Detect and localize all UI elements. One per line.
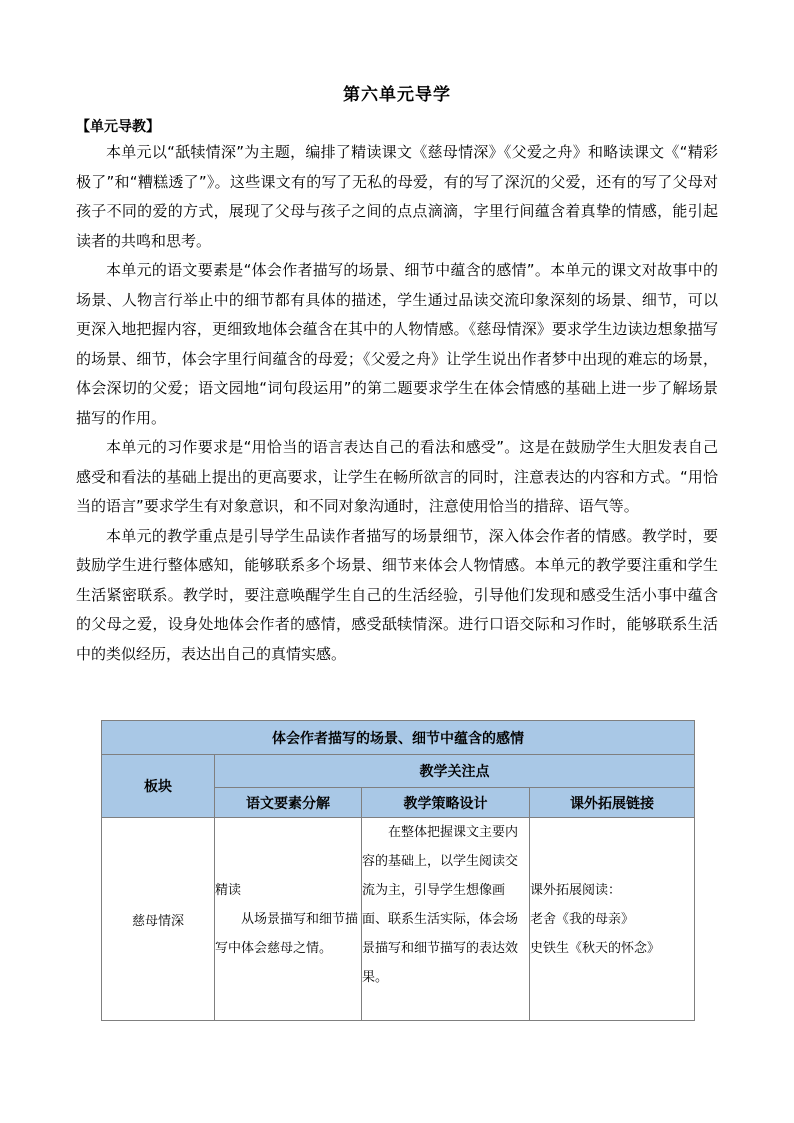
intro-paragraph-1: 本单元以“舐犊情深”为主题，编排了精读课文《慈母情深》《父爱之舟》和略读课文《“精彩极了”和“糟糕透了”》。这些课文有的写了无私的母爱，有的写了深沉的父爱，还有的写了父母对孩子不同的爱的方式，展现了父母与孩子之间的点点滴滴，字里行间蕴含着真挚的情感，能引起读者的共鸣和思考。 — [76, 143, 718, 250]
table-row — [102, 818, 695, 1021]
elements-text: 从场景描写和细节描写中体会慈母之情。 — [215, 911, 359, 956]
extension-book-1: 老舍《我的母亲》 — [530, 911, 635, 927]
intro-paragraph-4: 本单元的教学重点是引导学生品读作者描写的场景细节，深入体会作者的情感。教学时，要鼓励学生进行整体感知，能够联系多个场景、细节来体会人物情感。本单元的教学要注重和学生生活紧密联系。教学时，要注意唤醒学生自己的生活经验，引导他们发现和感受生活小事中蕴含的父母之爱，设身处地体会作者的感情，感受舐犊情深。进行口语交际和习作时，能够联系生活中的类似经历，表达出自己的真情实感。 — [76, 526, 718, 663]
extension-cell — [530, 818, 695, 1021]
extension-label: 课外拓展阅读： — [530, 882, 622, 898]
intro-paragraph-3: 本单元的习作要求是“用恰当的语言表达自己的看法和感受”。这是在鼓励学生大胆发表自己感受和看法的基础上提出的更高要求，让学生在畅所欲言的同时，注意表达的内容和方式。“用恰当的语言”要求学生有对象意识，和不同对象沟通时，注意使用恰当的措辞、语气等。 — [76, 438, 718, 515]
elements-cell — [215, 818, 362, 1021]
column-header-extension: 课外拓展链接 — [530, 788, 695, 818]
block-cell: 慈母情深 — [102, 818, 215, 1021]
extension-book-2: 史铁生《秋天的怀念》 — [530, 940, 661, 956]
intro-paragraph-2: 本单元的语文要素是“体会作者描写的场景、细节中蕴含的感情”。本单元的课文对故事中的场景、人物言行举止中的细节都有具体的描述，学生通过品读交流印象深刻的场景、细节，可以更深入地把握内容，更细致地体会蕴含在其中的人物情感。《慈母情深》要求学生边读边想象描写的场景、细节，体会字里行间蕴含的母爱；《父爱之舟》让学生说出作者梦中出现的难忘的场景，体会深切的父爱；语文园地“词句段运用”的第二题要求学生在体会情感的基础上进一步了解场景描写的作用。 — [76, 261, 718, 427]
section-heading: 【单元导教】 — [76, 119, 160, 135]
column-header-strategy: 教学策略设计 — [362, 788, 530, 818]
page-title: 第六单元导学 — [343, 85, 451, 105]
strategy-text: 在整体把握课文主要内容的基础上，以学生阅读交流为主，引导学生想像画面、联系生活实际，体会场景描写和细节描写的表达效果。 — [362, 825, 519, 985]
column-header-elements: 语文要素分解 — [215, 788, 362, 818]
header-block: 板块 — [102, 755, 215, 818]
unit-intro-text — [76, 138, 718, 669]
strategy-cell — [362, 818, 530, 1021]
table-title: 体会作者描写的场景、细节中蕴含的感情 — [102, 721, 695, 755]
reading-type-label: 精读 — [215, 882, 242, 898]
header-teaching-focus: 教学关注点 — [215, 755, 695, 788]
teaching-focus-table — [101, 720, 695, 1021]
